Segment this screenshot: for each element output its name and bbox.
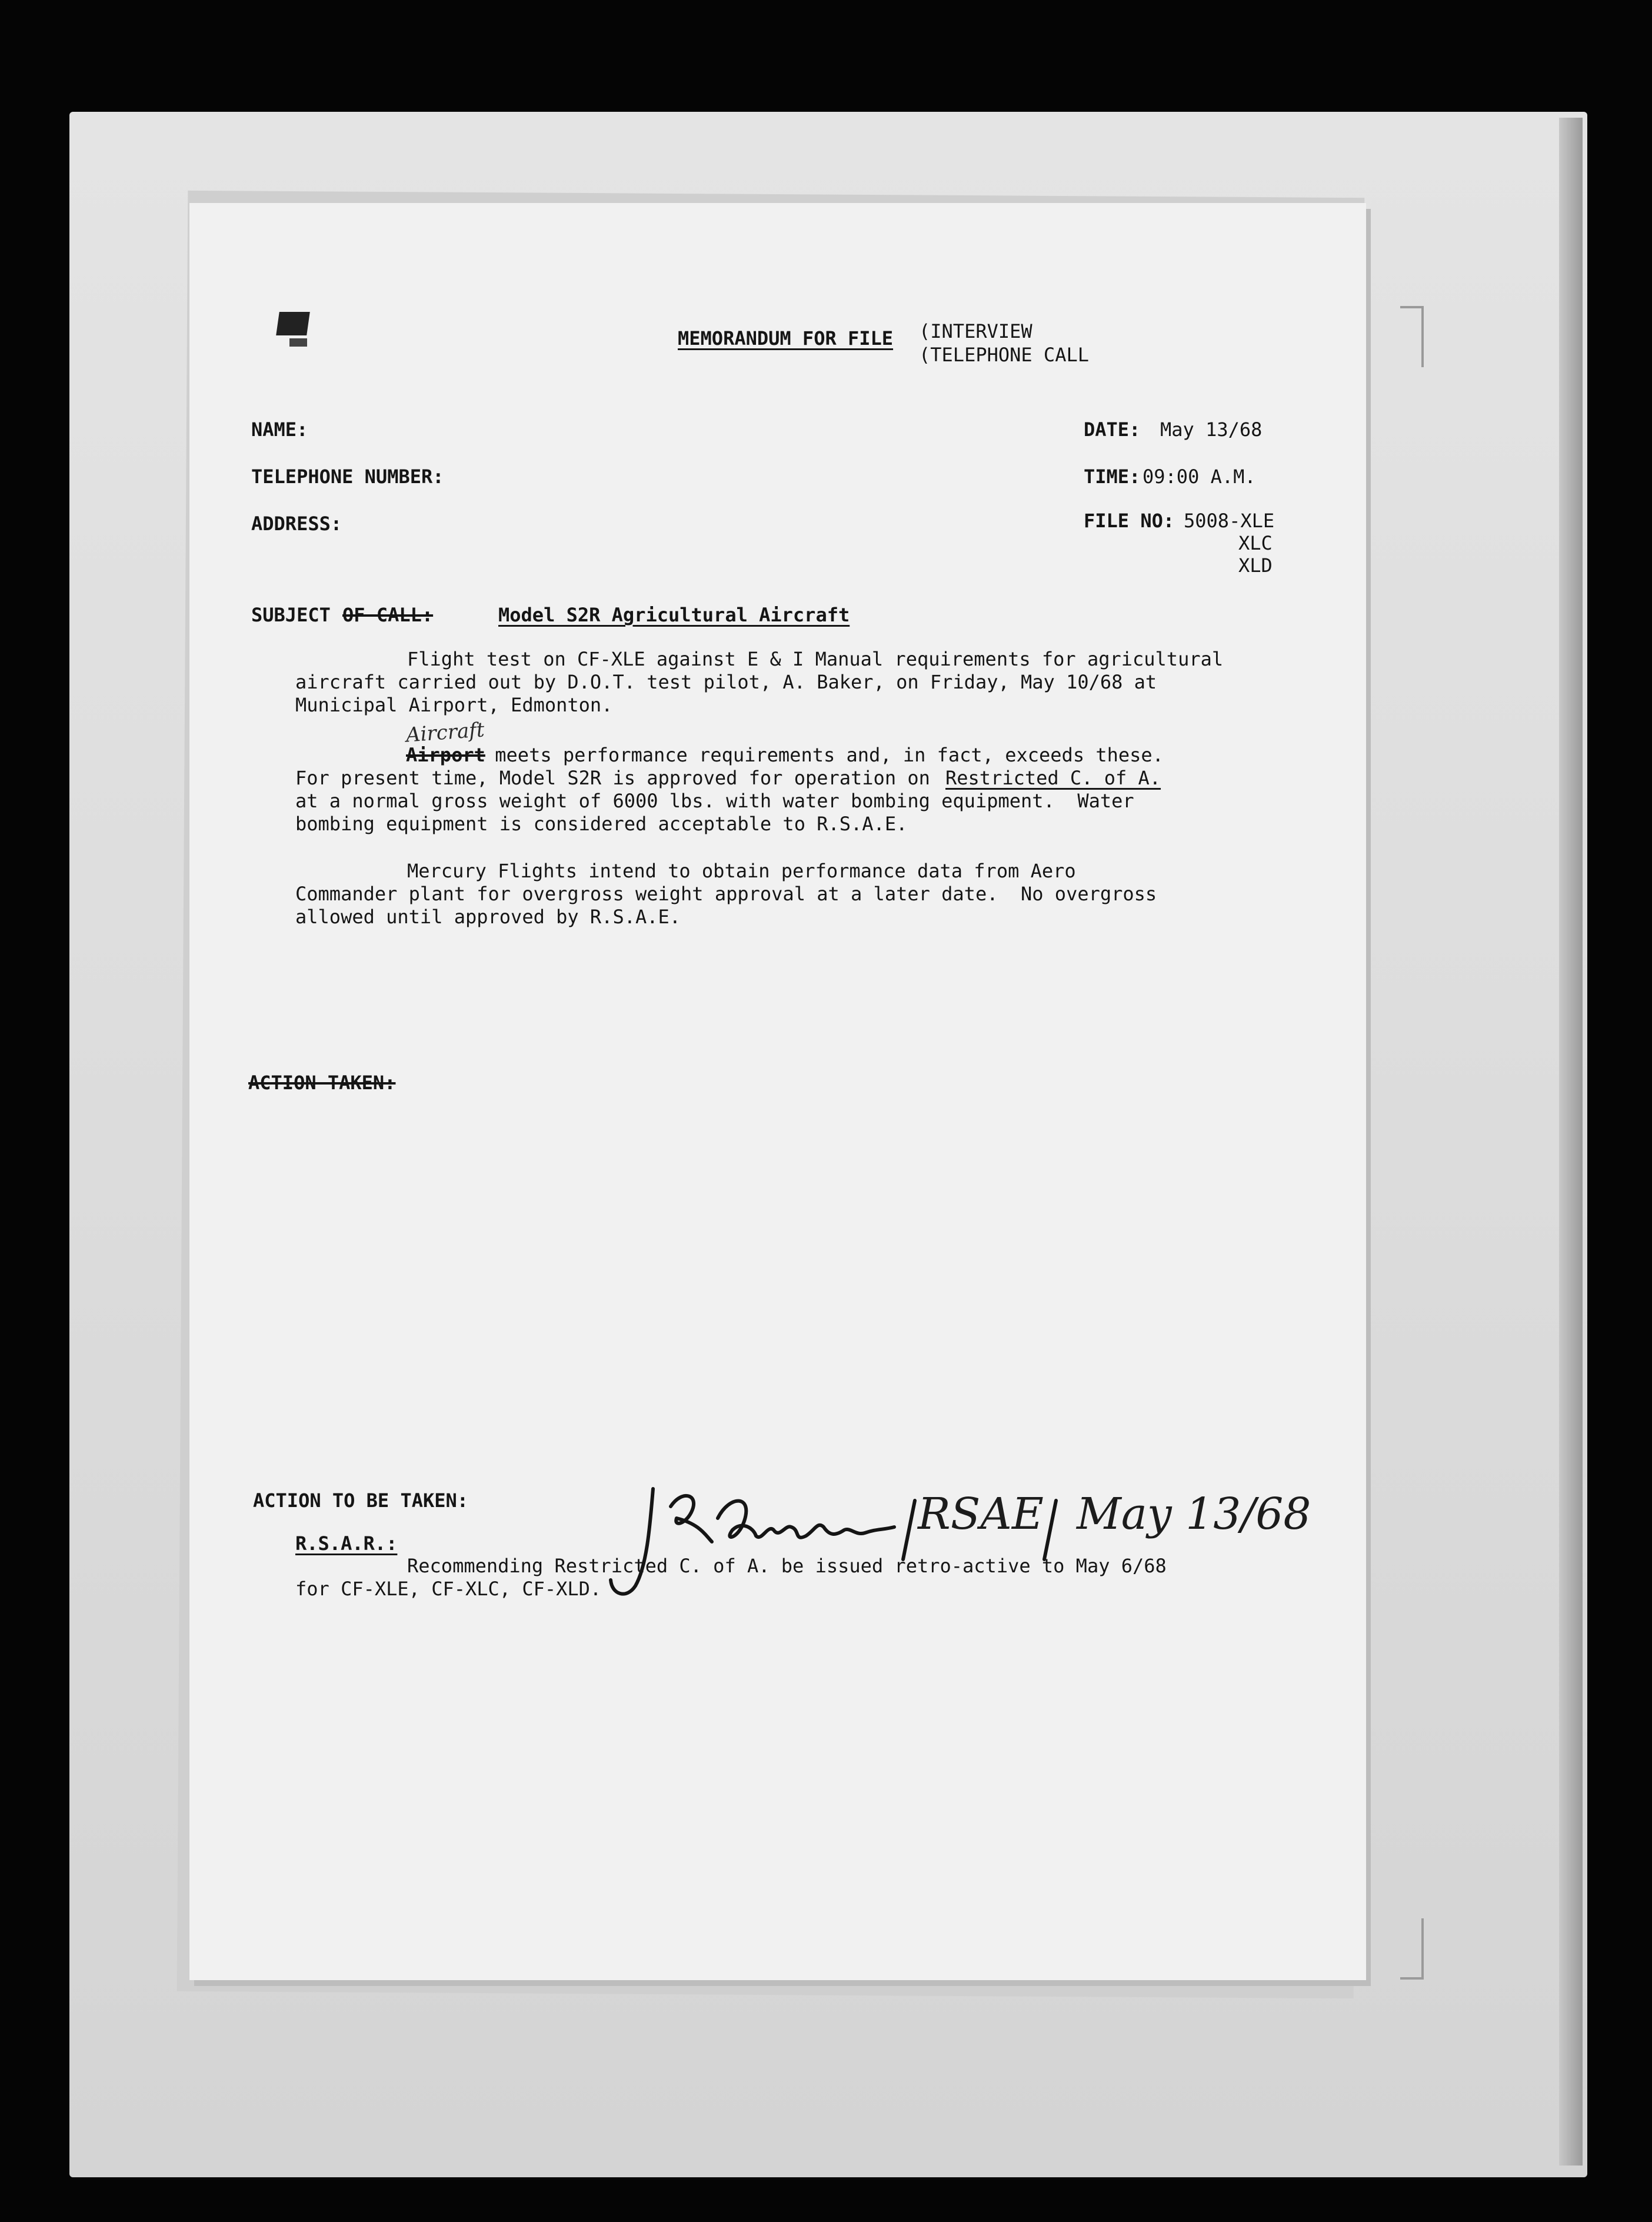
type-option-interview: (INTERVIEW [919,320,1032,342]
signature-date: May 13/68 [1077,1489,1311,1539]
telephone-label: TELEPHONE NUMBER: [251,465,444,488]
action-to-be-taken-label: ACTION TO BE TAKEN: [253,1489,469,1512]
file-number: 5008-XLE [1184,510,1275,532]
rsar-label: R.S.A.R.: [295,1532,398,1555]
body-line: Flight test on CF-XLE against E & I Manual requirements for agricultural [407,648,1224,670]
date-label: DATE: [1084,418,1141,441]
body-line: For present time, Model S2R is approved for operation on [295,767,942,789]
body-line: aircraft carried out by D.O.T. test pilot, A. Baker, on Friday, May 10/68 at [295,671,1157,693]
memo-page [189,203,1366,1980]
body-line: allowed until approved by R.S.A.E. [295,906,681,928]
staple-mark [289,338,307,347]
body-line: Commander plant for overgross weight approval at a later date. No overgross [295,883,1157,905]
action-text-line: for CF-XLE, CF-XLC, CF-XLD. [295,1578,602,1600]
mat-edge [1559,118,1583,2166]
underlined-term: Restricted C. of A. [945,767,1161,789]
body-line: bombing equipment is considered acceptable to R.S.A.E. [295,813,908,835]
file-label: FILE NO: [1084,510,1175,532]
file-number: XLC [1238,532,1273,554]
date-value: May 13/68 [1160,418,1263,441]
subject-value: Model S2R Agricultural Aircraft [498,604,850,626]
memo-title: MEMORANDUM FOR FILE [678,327,894,350]
name-label: NAME: [251,418,308,441]
action-text-line: Recommending Restricted C. of A. be issued retro-active to May 6/68 [407,1555,1167,1577]
file-number: XLD [1238,554,1273,577]
corner-mark [1400,1918,1424,1980]
handwritten-correction: Aircraft [405,718,485,747]
body-line: at a normal gross weight of 6000 lbs. with water bombing equipment. Water [295,790,1134,812]
body-line: Mercury Flights intend to obtain performance data from Aero [407,860,1076,882]
address-label: ADDRESS: [251,513,342,535]
time-value: 09:00 A.M. [1143,465,1256,488]
subject-label: SUBJECT [251,604,331,626]
body-line: Municipal Airport, Edmonton. [295,694,613,716]
struck-word: Airport [406,744,485,766]
body-line: meets performance requirements and, in fact, exceeds these. [484,744,1164,766]
time-label: TIME: [1084,465,1141,488]
subject-struck-text: OF CALL: [342,604,434,626]
type-option-telephone: (TELEPHONE CALL [919,344,1089,366]
action-taken-label: ACTION TAKEN: [248,1072,396,1094]
signature-rsae: RSAE [918,1489,1044,1539]
staple-mark [276,312,310,335]
corner-mark [1400,306,1424,367]
